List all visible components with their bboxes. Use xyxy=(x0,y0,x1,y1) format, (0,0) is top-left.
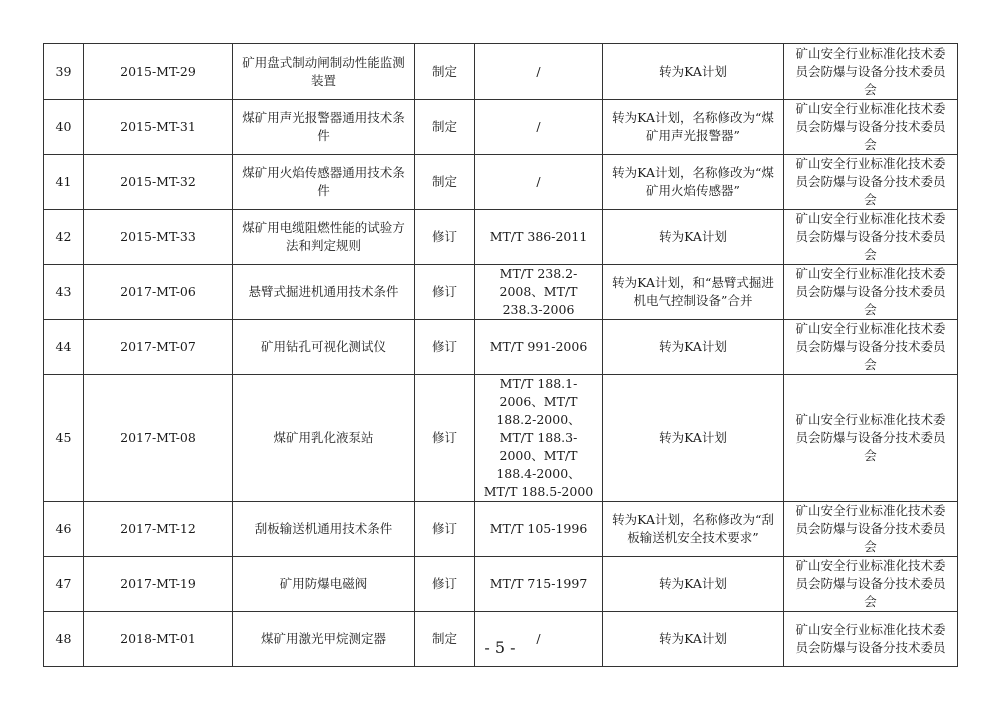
project-type: 修订 xyxy=(415,320,475,375)
remark: 转为KA计划 xyxy=(603,612,784,667)
table-row xyxy=(44,557,958,612)
project-id: 2017-MT-07 xyxy=(84,320,233,375)
project-name: 矿用防爆电磁阀 xyxy=(233,557,415,612)
replaced-standard: MT/T 188.1-2006、MT/T 188.2-2000、MT/T 188.3-2000、MT/T 188.4-2000、MT/T 188.5-2000 xyxy=(475,375,603,502)
project-name: 矿用盘式制动闸制动性能监测装置 xyxy=(233,44,415,100)
project-name: 煤矿用声光报警器通用技术条件 xyxy=(233,100,415,155)
replaced-standard: MT/T 386-2011 xyxy=(475,210,603,265)
replaced-standard: / xyxy=(475,100,603,155)
row-number: 47 xyxy=(44,557,84,612)
remark: 转为KA计划 xyxy=(603,210,784,265)
project-type: 制定 xyxy=(415,100,475,155)
replaced-standard: MT/T 105-1996 xyxy=(475,502,603,557)
row-number: 43 xyxy=(44,265,84,320)
table-row xyxy=(44,210,958,265)
table-row xyxy=(44,265,958,320)
project-name: 悬臂式掘进机通用技术条件 xyxy=(233,265,415,320)
committee: 矿山安全行业标准化技术委员会防爆与设备分技术委员会 xyxy=(784,100,958,155)
project-id: 2018-MT-01 xyxy=(84,612,233,667)
project-type: 修订 xyxy=(415,375,475,502)
project-name: 煤矿用乳化液泵站 xyxy=(233,375,415,502)
remark: 转为KA计划，和“悬臂式掘进机电气控制设备”合并 xyxy=(603,265,784,320)
table-body xyxy=(44,44,958,667)
row-number: 40 xyxy=(44,100,84,155)
replaced-standard: / xyxy=(475,44,603,100)
remark: 转为KA计划，名称修改为“煤矿用声光报警器” xyxy=(603,100,784,155)
project-id: 2017-MT-06 xyxy=(84,265,233,320)
project-type: 修订 xyxy=(415,265,475,320)
table-row xyxy=(44,155,958,210)
remark: 转为KA计划，名称修改为“煤矿用火焰传感器” xyxy=(603,155,784,210)
remark: 转为KA计划 xyxy=(603,375,784,502)
project-type: 制定 xyxy=(415,44,475,100)
project-name: 煤矿用火焰传感器通用技术条件 xyxy=(233,155,415,210)
row-number: 44 xyxy=(44,320,84,375)
project-id: 2017-MT-12 xyxy=(84,502,233,557)
project-name: 煤矿用电缆阻燃性能的试验方法和判定规则 xyxy=(233,210,415,265)
project-type: 修订 xyxy=(415,210,475,265)
project-type: 制定 xyxy=(415,155,475,210)
committee: 矿山安全行业标准化技术委员会防爆与设备分技术委员会 xyxy=(784,155,958,210)
project-name: 煤矿用激光甲烷测定器 xyxy=(233,612,415,667)
row-number: 39 xyxy=(44,44,84,100)
page-number: - 5 - xyxy=(484,638,516,657)
project-type: 修订 xyxy=(415,502,475,557)
replaced-standard: MT/T 238.2-2008、MT/T 238.3-2006 xyxy=(475,265,603,320)
table-row xyxy=(44,44,958,100)
table-row xyxy=(44,502,958,557)
project-name: 矿用钻孔可视化测试仪 xyxy=(233,320,415,375)
row-number: 41 xyxy=(44,155,84,210)
remark: 转为KA计划 xyxy=(603,557,784,612)
remark: 转为KA计划 xyxy=(603,320,784,375)
project-id: 2017-MT-08 xyxy=(84,375,233,502)
project-id: 2015-MT-29 xyxy=(84,44,233,100)
replaced-standard: MT/T 991-2006 xyxy=(475,320,603,375)
row-number: 48 xyxy=(44,612,84,667)
project-type: 制定 xyxy=(415,612,475,667)
standards-table xyxy=(43,43,958,667)
row-number: 46 xyxy=(44,502,84,557)
committee: 矿山安全行业标准化技术委员会防爆与设备分技术委员会 xyxy=(784,502,958,557)
table-row xyxy=(44,320,958,375)
replaced-standard: / xyxy=(475,612,603,667)
replaced-standard: / xyxy=(475,155,603,210)
project-type: 修订 xyxy=(415,557,475,612)
project-id: 2015-MT-33 xyxy=(84,210,233,265)
row-number: 42 xyxy=(44,210,84,265)
project-id: 2015-MT-32 xyxy=(84,155,233,210)
committee: 矿山安全行业标准化技术委员会防爆与设备分技术委员会 xyxy=(784,375,958,502)
committee: 矿山安全行业标准化技术委员会防爆与设备分技术委员会 xyxy=(784,265,958,320)
committee: 矿山安全行业标准化技术委员会防爆与设备分技术委员会 xyxy=(784,210,958,265)
replaced-standard: MT/T 715-1997 xyxy=(475,557,603,612)
committee: 矿山安全行业标准化技术委员会防爆与设备分技术委员会 xyxy=(784,557,958,612)
project-name: 刮板输送机通用技术条件 xyxy=(233,502,415,557)
committee: 矿山安全行业标准化技术委员会防爆与设备分技术委员 xyxy=(784,612,958,667)
project-id: 2017-MT-19 xyxy=(84,557,233,612)
table-row xyxy=(44,375,958,502)
row-number: 45 xyxy=(44,375,84,502)
remark: 转为KA计划，名称修改为“刮板输送机安全技术要求” xyxy=(603,502,784,557)
project-id: 2015-MT-31 xyxy=(84,100,233,155)
table-row xyxy=(44,100,958,155)
committee: 矿山安全行业标准化技术委员会防爆与设备分技术委员会 xyxy=(784,44,958,100)
remark: 转为KA计划 xyxy=(603,44,784,100)
committee: 矿山安全行业标准化技术委员会防爆与设备分技术委员会 xyxy=(784,320,958,375)
